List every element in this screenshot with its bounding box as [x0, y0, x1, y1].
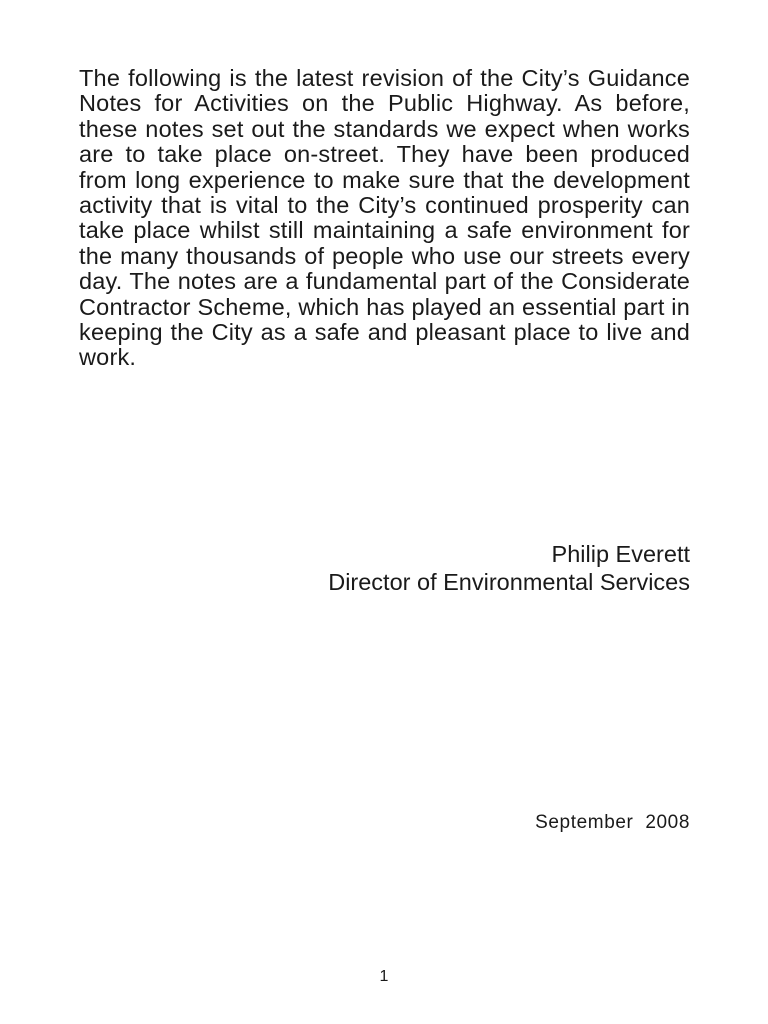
signatory-title: Director of Environmental Services: [328, 569, 690, 595]
document-date: September 2008: [535, 812, 690, 833]
intro-paragraph: The following is the latest revision of the City’s Guidance Notes for Activities on the Public Highway. As before, these notes set out the standards we expect when works are to take place on-street. They have been produced from long experience to make sure that the development activity that is vital to the City’s continued prosperity can take place whilst still maintaining a safe environment for the many thousands of people who use our streets every day. The notes are a fundamental part of the Considerate Contractor Scheme, which has played an essential part in keeping the City as a safe and pleasant place to live and work.: [79, 65, 690, 371]
signature-block: [328, 540, 690, 596]
signatory-name: Philip Everett: [551, 541, 690, 567]
page-number: 1: [379, 968, 389, 985]
